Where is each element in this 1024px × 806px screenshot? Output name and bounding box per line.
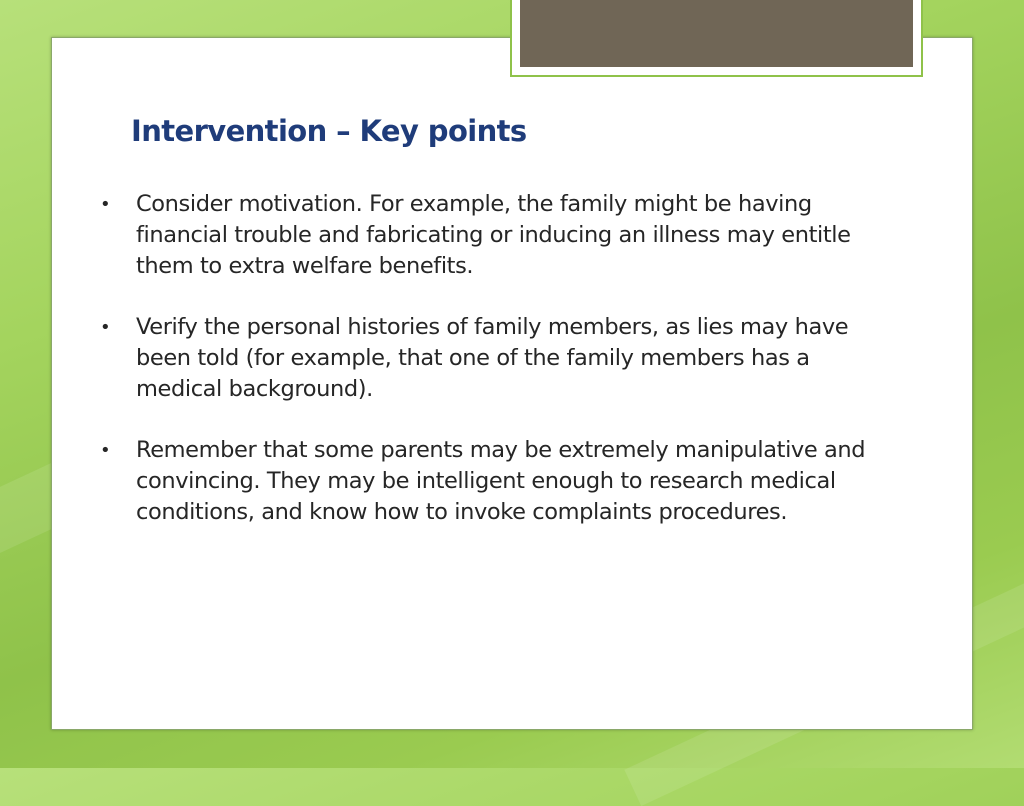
bullet-text: Verify the personal histories of family members, as lies may have been told (for example, that one of the family members has a medical background). bbox=[136, 314, 849, 402]
bullet-text: Remember that some parents may be extremely manipulative and convincing. They may be intelligent enough to research medical conditions, and know how to invoke complaints procedures. bbox=[136, 437, 866, 525]
bullet-icon: • bbox=[100, 194, 111, 215]
header-decoration-frame bbox=[510, 0, 923, 77]
header-decoration-bar bbox=[520, 0, 913, 67]
bullet-icon: • bbox=[100, 440, 111, 461]
slide-title: Intervention – Key points bbox=[131, 114, 527, 148]
bullet-item bbox=[98, 435, 878, 528]
bullet-item bbox=[98, 189, 878, 282]
bullet-icon: • bbox=[100, 317, 111, 338]
bullet-list bbox=[98, 189, 878, 558]
bullet-text: Consider motivation. For example, the family might be having financial trouble and fabricating or inducing an illness may entitle them to extra welfare benefits. bbox=[136, 191, 851, 279]
bullet-item bbox=[98, 312, 878, 405]
